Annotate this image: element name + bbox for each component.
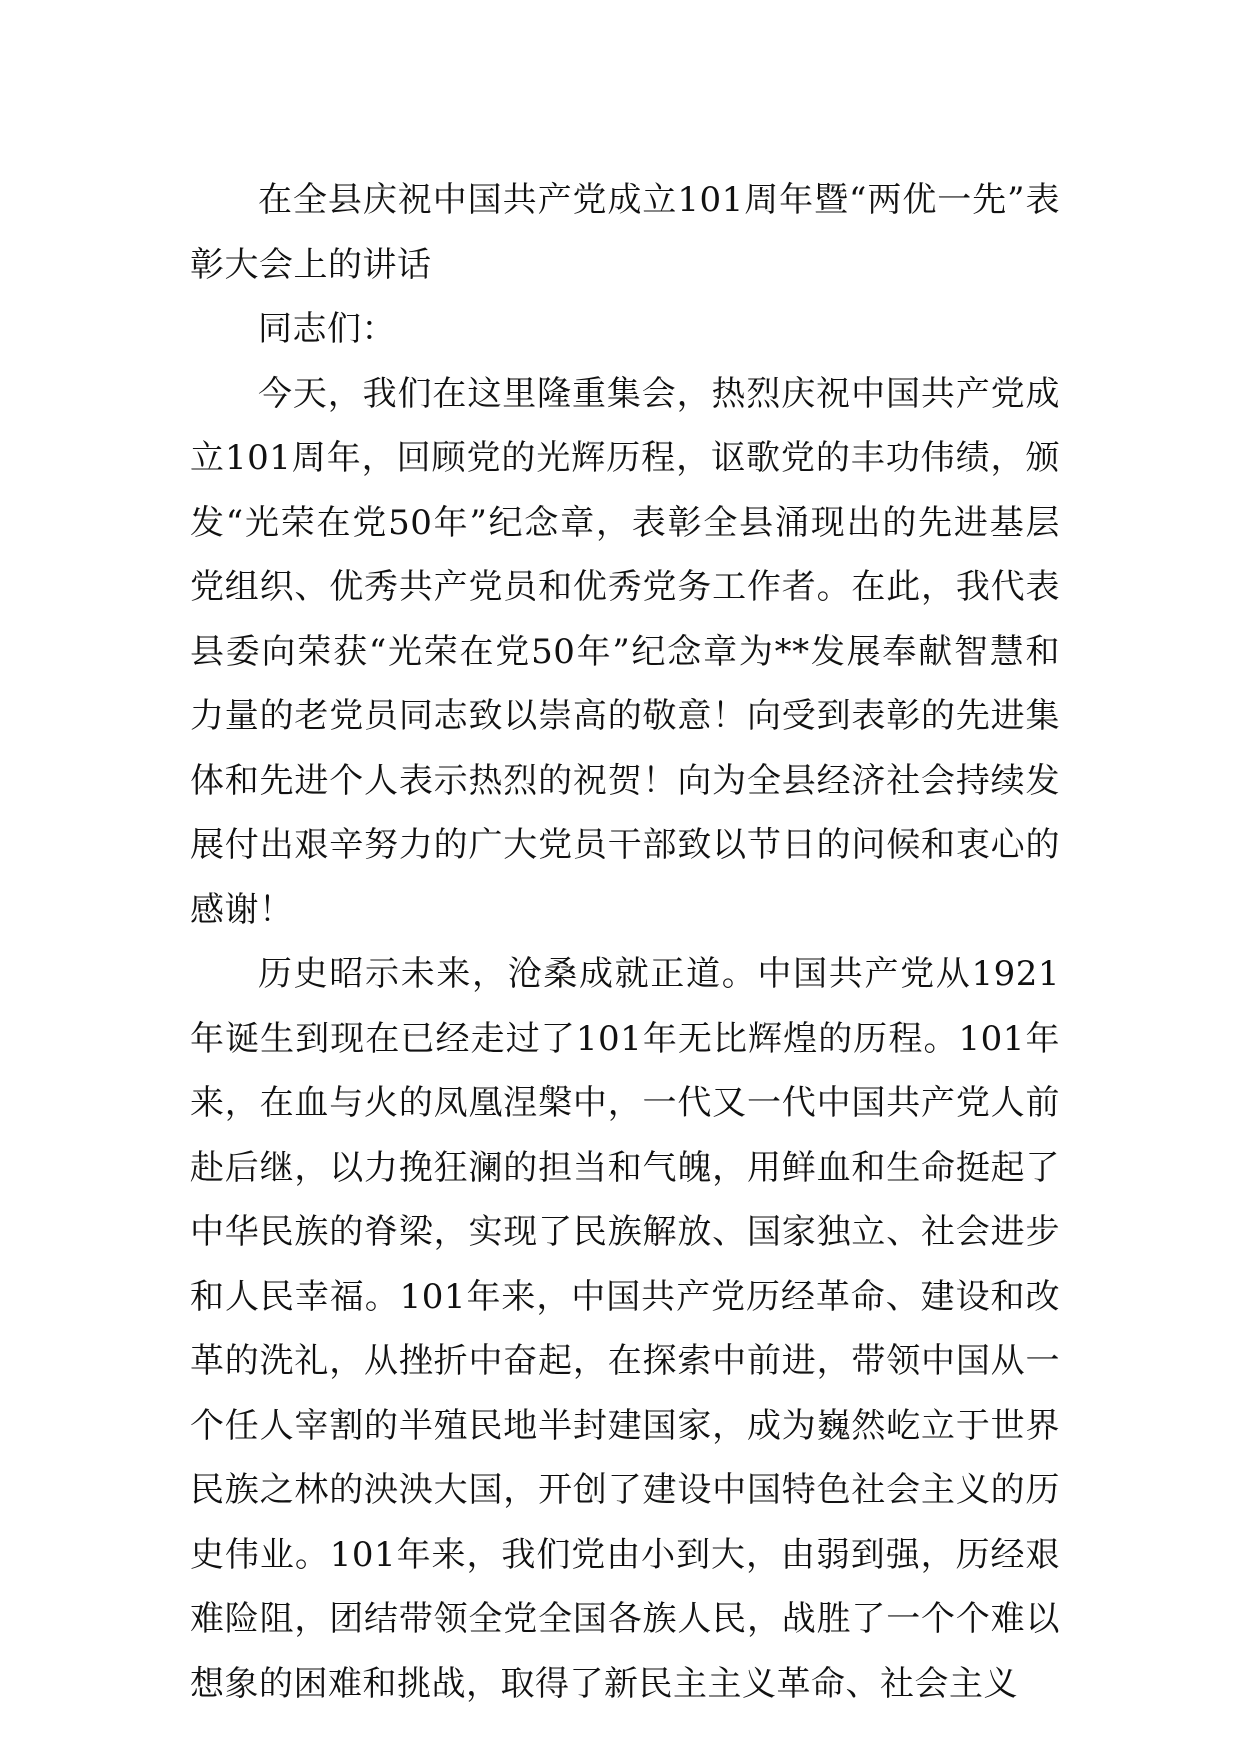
body-paragraph: 今天，我们在这里隆重集会，热烈庆祝中国共产党成立101周年，回顾党的光辉历程，讴歌党的丰功伟绩，颁发“光荣在党50年”纪念章，表彰全县涌现出的先进基层党组织、优秀共产党员和优秀党务工作者。在此，我代表县委向荣获“光荣在党50年”纪念章为**发展奉献智慧和力量的老党员同志致以崇高的敬意！向受到表彰的先进集体和先进个人表示热烈的祝贺！向为全县经济社会持续发展付出艰辛努力的广大党员干部致以节日的问候和衷心的感谢！ — [190, 373, 1060, 930]
document-body — [190, 168, 1060, 1716]
document-title: 在全县庆祝中国共产党成立101周年暨“两优一先”表彰大会上的讲话 — [190, 180, 1060, 285]
salutation: 同志们： — [258, 309, 396, 349]
body-paragraph: 历史昭示未来，沧桑成就正道。中国共产党从1921年诞生到现在已经走过了101年无比辉煌的历程。101年来，在血与火的凤凰涅槃中，一代又一代中国共产党人前赴后继，以力挽狂澜的担当和气魄，用鲜血和生命挺起了中华民族的脊梁，实现了民族解放、国家独立、社会进步和人民幸福。101年来，中国共产党历经革命、建设和改革的洗礼，从挫折中奋起，在探索中前进，带领中国从一个任人宰割的半殖民地半封建国家，成为巍然屹立于世界民族之林的泱泱大国，开创了建设中国特色社会主义的历史伟业。101年来，我们党由小到大，由弱到强，历经艰难险阻，团结带领全党全国各族人民，战胜了一个个难以想象的困难和挑战，取得了新民主主义革命、社会主义 — [190, 954, 1060, 1704]
